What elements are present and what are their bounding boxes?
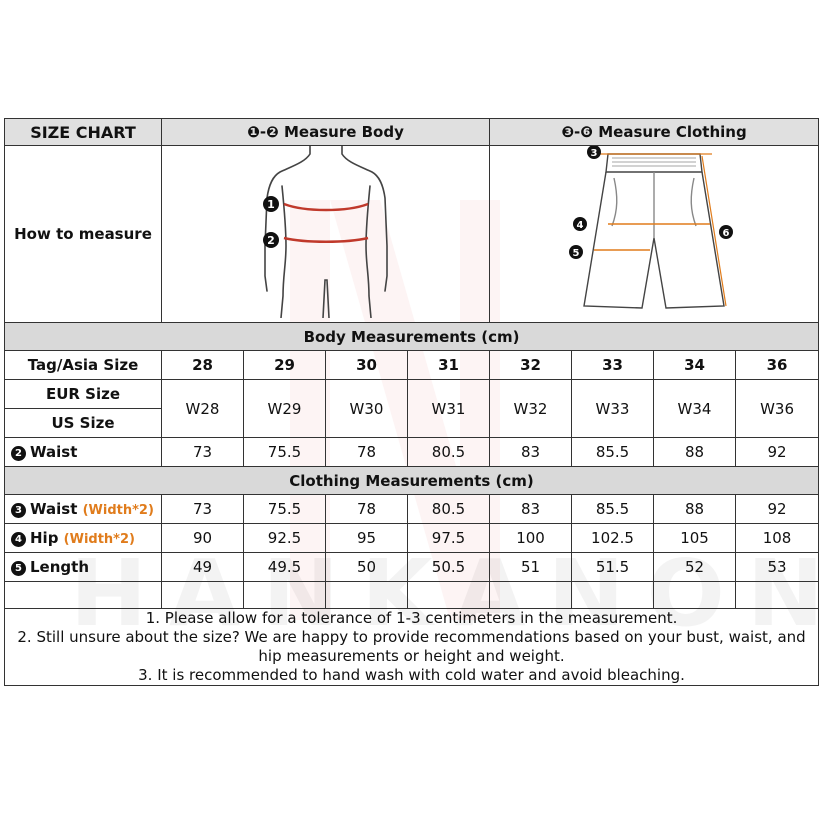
cloth-length-label: Length [30, 558, 89, 576]
cloth-waist-note: (Width*2) [82, 503, 154, 518]
eur-us-cell: W32 [490, 380, 572, 438]
body-waist-cell: 83 [490, 438, 572, 467]
clothing-section-title: Clothing Measurements (cm) [5, 467, 819, 495]
cloth-length-cell: 49 [162, 553, 244, 582]
tag-size-cell: 31 [408, 351, 490, 380]
body-waist-label: Waist [30, 443, 78, 461]
eur-us-cell: W33 [572, 380, 654, 438]
cloth-hip-note: (Width*2) [63, 532, 135, 547]
marker-2-icon: 2 [11, 446, 26, 461]
shorts-icon [490, 146, 821, 318]
notes-row [5, 609, 819, 686]
marker-4-icon: 4 [11, 532, 26, 547]
cloth-hip-cell: 100 [490, 524, 572, 553]
body-waist-cell: 92 [736, 438, 819, 467]
measure-body-header [162, 119, 490, 146]
tag-size-cell: 33 [572, 351, 654, 380]
note-item: 2. Still unsure about the size? We are happy to provide recommendations based on your bust, waist, and hip measurements or height and weight. [17, 628, 806, 665]
cloth-waist-cell: 85.5 [572, 495, 654, 524]
tag-size-row [5, 351, 819, 380]
cloth-length-cell: 52 [654, 553, 736, 582]
eur-us-cell: W36 [736, 380, 819, 438]
measure-clothing-label: Measure Clothing [598, 123, 747, 141]
size-chart-title: SIZE CHART [5, 119, 162, 146]
cloth-hip-cell: 90 [162, 524, 244, 553]
cloth-waist-row [5, 495, 819, 524]
notes-cell [5, 609, 819, 686]
cloth-hip-row [5, 524, 819, 553]
marker-5-icon: 5 [11, 561, 26, 576]
clothing-section-row [5, 467, 819, 495]
how-to-measure-label: How to measure [5, 146, 162, 323]
tag-size-cell: 36 [736, 351, 819, 380]
marker-4: 4 [576, 220, 584, 231]
eur-us-cell: W30 [326, 380, 408, 438]
cloth-waist-cell: 78 [326, 495, 408, 524]
eur-size-row [5, 380, 819, 409]
cloth-waist-cell: 73 [162, 495, 244, 524]
cloth-waist-cell: 88 [654, 495, 736, 524]
body-silhouette-icon [165, 146, 487, 318]
cloth-hip-cell: 102.5 [572, 524, 654, 553]
cloth-hip-cell: 108 [736, 524, 819, 553]
measure-body-label: Measure Body [284, 123, 404, 141]
header-row [5, 119, 819, 146]
body-waist-label-cell [5, 438, 162, 467]
marker-2: 2 [266, 234, 275, 247]
cloth-hip-cell: 95 [326, 524, 408, 553]
measure-body-nums: ❶-❷ [247, 123, 279, 141]
marker-5: 5 [572, 248, 580, 259]
tag-size-cell: 30 [326, 351, 408, 380]
tag-size-cell: 29 [244, 351, 326, 380]
cloth-length-label-cell [5, 553, 162, 582]
body-waist-cell: 88 [654, 438, 736, 467]
body-waist-cell: 78 [326, 438, 408, 467]
body-waist-row [5, 438, 819, 467]
size-chart-table [4, 118, 819, 686]
how-to-measure-row [5, 146, 819, 323]
cloth-waist-cell: 75.5 [244, 495, 326, 524]
measure-clothing-header [490, 119, 819, 146]
body-waist-cell: 80.5 [408, 438, 490, 467]
marker-3: 3 [590, 148, 598, 159]
cloth-hip-cell: 105 [654, 524, 736, 553]
tag-size-cell: 28 [162, 351, 244, 380]
cloth-length-cell: 49.5 [244, 553, 326, 582]
cloth-waist-label-cell [5, 495, 162, 524]
tag-size-cell: 34 [654, 351, 736, 380]
cloth-length-cell: 51.5 [572, 553, 654, 582]
shorts-diagram-cell [490, 146, 819, 323]
note-item: 1. Please allow for a tolerance of 1-3 centimeters in the measurement. [145, 609, 678, 627]
tag-size-label: Tag/Asia Size [5, 351, 162, 380]
eur-us-cell: W34 [654, 380, 736, 438]
us-size-label: US Size [5, 409, 162, 438]
body-waist-cell: 73 [162, 438, 244, 467]
cloth-length-cell: 51 [490, 553, 572, 582]
cloth-hip-label: Hip [30, 529, 59, 547]
marker-1: 1 [266, 198, 275, 211]
marker-3-icon: 3 [11, 503, 26, 518]
empty-row [5, 582, 819, 609]
eur-size-label: EUR Size [5, 380, 162, 409]
cloth-length-cell: 53 [736, 553, 819, 582]
cloth-waist-cell: 80.5 [408, 495, 490, 524]
body-diagram-cell [162, 146, 490, 323]
eur-us-cell: W31 [408, 380, 490, 438]
measure-clothing-nums: ❸-❻ [561, 123, 593, 141]
body-waist-cell: 85.5 [572, 438, 654, 467]
cloth-waist-cell: 92 [736, 495, 819, 524]
cloth-hip-cell: 92.5 [244, 524, 326, 553]
body-section-row [5, 323, 819, 351]
cloth-hip-label-cell [5, 524, 162, 553]
cloth-waist-label: Waist [30, 500, 78, 518]
tag-size-cell: 32 [490, 351, 572, 380]
body-section-title: Body Measurements (cm) [5, 323, 819, 351]
cloth-length-row [5, 553, 819, 582]
cloth-length-cell: 50.5 [408, 553, 490, 582]
note-item: 3. It is recommended to hand wash with cold water and avoid bleaching. [138, 666, 685, 684]
eur-us-cell: W28 [162, 380, 244, 438]
eur-us-cell: W29 [244, 380, 326, 438]
cloth-hip-cell: 97.5 [408, 524, 490, 553]
cloth-waist-cell: 83 [490, 495, 572, 524]
body-waist-cell: 75.5 [244, 438, 326, 467]
marker-6: 6 [722, 228, 730, 239]
cloth-length-cell: 50 [326, 553, 408, 582]
